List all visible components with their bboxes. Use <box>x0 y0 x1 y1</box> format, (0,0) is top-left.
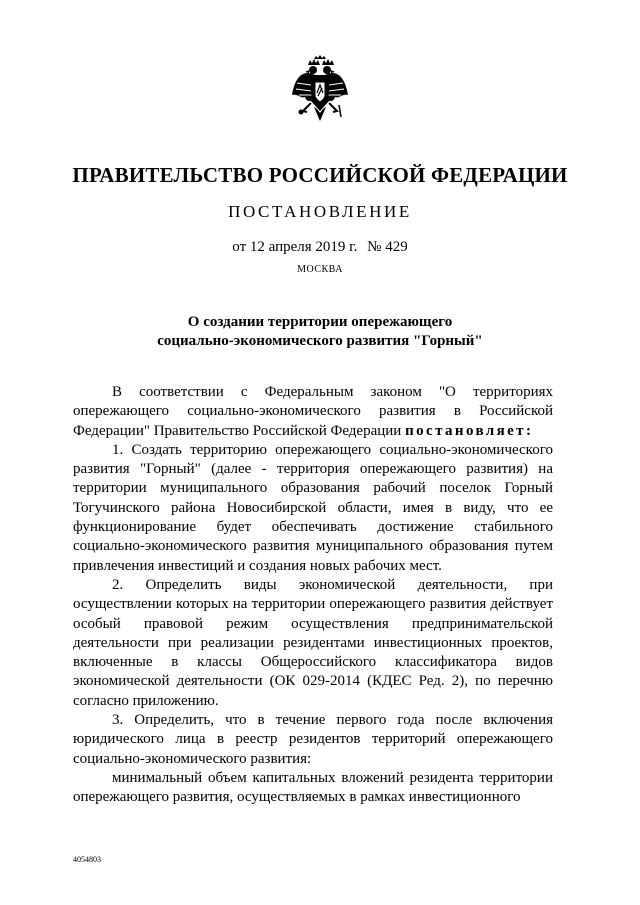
paragraph-1: 1. Создать территорию опережающего социально-экономического развития "Горный" (далее - территория опережающего развития) на территории муниципального образования рабочий поселок Горный Тогучинского района Новосибирской области, имея в виду, что ее функционирование будет обеспечивать достижение стабильного социально-экономического развития муниципального образования путем привлечения инвестиций и создания новых рабочих мест. <box>73 441 553 574</box>
decree-verb: постановляет: <box>405 422 534 439</box>
document-type: ПОСТАНОВЛЕНИЕ <box>228 202 412 221</box>
city: МОСКВА <box>297 264 343 275</box>
government-title: ПРАВИТЕЛЬСТВО РОССИЙСКОЙ ФЕДЕРАЦИИ <box>72 163 568 187</box>
paragraph-2: 2. Определить виды экономической деятельности, при осуществлении которых на территории опережающего развития действует особый правовой режим осуществления предпринимательской деятельности при реализации резидентами инвестиционных проектов, включенные в классы Общероссийского классификатора видов экономической деятельности (ОК 029-2014 (КДЕС Ред. 2), по перечню согласно приложению. <box>73 576 553 709</box>
subject-line-2: социально-экономического развития "Горный" <box>157 333 483 349</box>
document-subject <box>0 313 640 351</box>
document-date: от 12 апреля 2019 г. <box>232 239 358 255</box>
coat-of-arms-russia-icon <box>289 55 351 135</box>
document-number: № 429 <box>367 239 408 255</box>
document-body <box>73 383 553 808</box>
preamble-text: В соответствии с Федеральным законом "О территориях опережающего социально-экономического развития в Российской Федерации" Правительство Российской Федерации <box>73 384 553 439</box>
paragraph-preamble <box>73 383 553 441</box>
date-line <box>0 239 640 256</box>
subject-line-1: О создании территории опережающего <box>187 314 453 330</box>
paragraph-3-sub: минимальный объем капитальных вложений резидента территории опережающего развития, осуществляемых в рамках инвестиционного <box>73 769 553 806</box>
document-code: 4054803 <box>73 855 101 864</box>
paragraph-3: 3. Определить, что в течение первого года после включения юридического лица в реестр резидентов территорий опережающего социально-экономического развития: <box>73 712 553 767</box>
